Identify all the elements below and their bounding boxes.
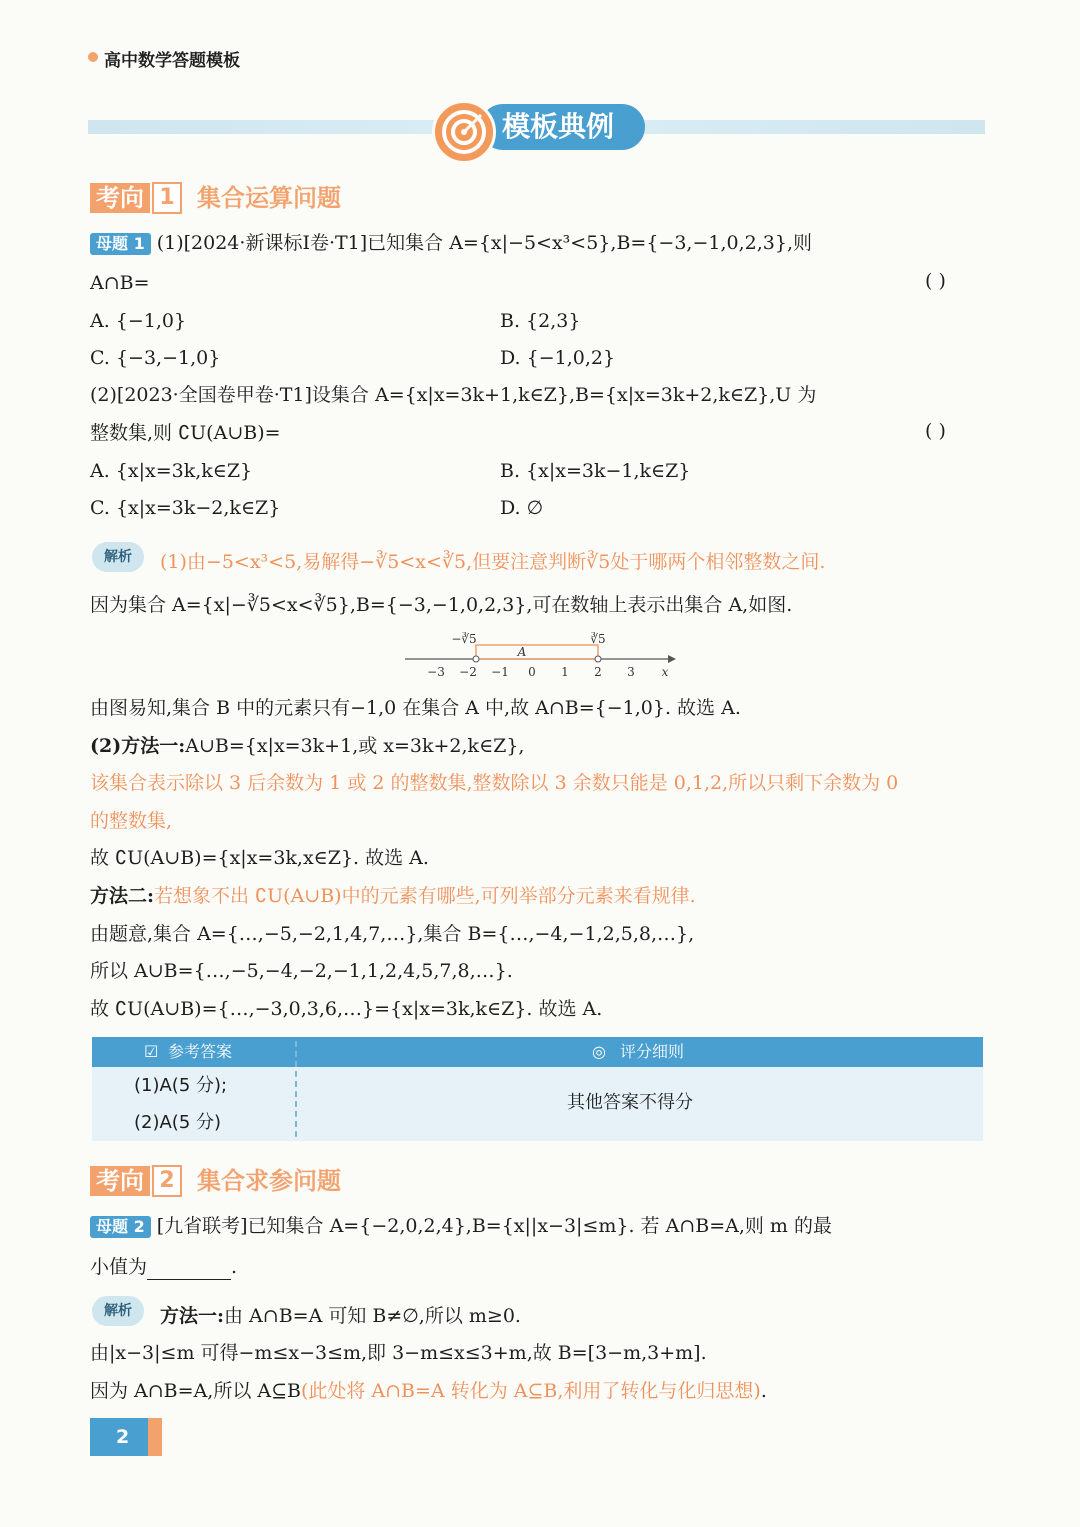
tick-label: 2 — [594, 665, 602, 679]
answer-table-divider — [295, 1041, 297, 1137]
answer-paren-1: ( ) — [925, 270, 946, 292]
problem2-line1: (2)[2023·全国卷甲卷·T1]设集合 A={x|x=3k+1,k∈Z},B={x|x=3k+2,k∈Z},U 为 — [90, 384, 817, 406]
section2-num: 2 — [152, 1165, 182, 1197]
answer-blank — [147, 1259, 231, 1280]
tick-label: −3 — [427, 665, 445, 679]
axis-label: x — [661, 665, 669, 679]
problem3-line2: 小值为 . — [90, 1256, 238, 1278]
solution1-s8: 方法二:若想象不出 ∁U(A∪B)中的元素有哪些,可列举部分元素来看规律. — [90, 885, 696, 907]
solution1-s1: (1)由−5<x³<5,易解得−∛5<x<∛5,但要注意判断∛5处于哪两个相邻整数之间. — [160, 551, 826, 573]
solution1-badge: 解析 — [92, 542, 144, 572]
problem1-line1: 母题 1 (1)[2024·新课标Ⅰ卷·T1]已知集合 A={x|−5<x³<5},B={−3,−1,0,2,3},则 — [90, 230, 812, 256]
solution1-s9: 由题意,集合 A={…,−5,−2,1,4,7,…},集合 B={…,−4,−1,2,5,8,…}, — [90, 923, 695, 945]
p1-option-a: A. {−1,0} — [90, 310, 187, 332]
section1-box: 考向 — [90, 183, 150, 213]
p2-option-c: C. {x|x=3k−2,k∈Z} — [90, 497, 281, 519]
scoring-rule: 其他答案不得分 — [567, 1092, 693, 1113]
section1-title: 集合运算问题 — [197, 184, 341, 212]
tick-label: 0 — [528, 665, 536, 679]
answer-1: (1)A(5 分); — [134, 1075, 228, 1096]
tick-label: 3 — [627, 665, 635, 679]
problem2-line2: 整数集,则 ∁U(A∪B)= — [90, 422, 281, 444]
answer-paren-2: ( ) — [925, 420, 946, 442]
problem3-line1: 母题 2 [九省联考]已知集合 A={−2,0,2,4},B={x||x−3|≤m}. 若 A∩B=A,则 m 的最 — [90, 1213, 832, 1239]
answer-header-icon: ☑ — [144, 1042, 159, 1061]
number-line — [400, 632, 690, 682]
tick-label: −1 — [491, 665, 509, 679]
solution1-s3: 由图易知,集合 B 中的元素只有−1,0 在集合 A 中,故 A∩B={−1,0}. 故选 A. — [90, 697, 741, 719]
tick-label: −2 — [459, 665, 477, 679]
set-a-interval — [476, 645, 598, 659]
section1-num: 1 — [152, 182, 182, 214]
answer-table — [92, 1037, 983, 1141]
p2-option-b: B. {x|x=3k−1,k∈Z} — [500, 460, 691, 482]
section2-box: 考向 — [90, 1166, 150, 1196]
number-line-arrow — [668, 655, 676, 663]
problem1-tag: 母题 1 — [90, 233, 151, 255]
p1-option-d: D. {−1,0,2} — [500, 347, 616, 369]
solution1-s6: 的整数集, — [90, 810, 173, 832]
solution1-s5: 该集合表示除以 3 后余数为 1 或 2 的整数集,整数除以 3 余数只能是 0,1,2,所以只剩下余数为 0 — [90, 772, 899, 794]
solution2-badge: 解析 — [92, 1296, 144, 1326]
solution1-s4: (2)方法一:A∪B={x|x=3k+1,或 x=3k+2,k∈Z}, — [90, 735, 525, 757]
right-endpoint-label: ∛5 — [590, 632, 606, 646]
set-label: A — [517, 645, 527, 659]
p2-option-a: A. {x|x=3k,k∈Z} — [90, 460, 253, 482]
answer-2: (2)A(5 分) — [134, 1112, 222, 1133]
p1-option-b: B. {2,3} — [500, 310, 581, 332]
solution1-s11: 故 ∁U(A∪B)={…,−3,0,3,6,…}={x|x=3k,k∈Z}. 故选 A. — [90, 998, 603, 1020]
target-icon — [432, 100, 496, 164]
answer-header: 参考答案 — [168, 1042, 233, 1061]
p1-option-c: C. {−3,−1,0} — [90, 347, 221, 369]
open-endpoint-left — [473, 656, 479, 662]
solution2-s2: 由|x−3|≤m 可得−m≤x−3≤m,即 3−m≤x≤3+m,故 B=[3−m,3+m]. — [90, 1342, 707, 1364]
problem2-tag: 母题 2 — [90, 1216, 151, 1238]
page-number-flag — [148, 1418, 162, 1456]
scoring-header: 评分细则 — [620, 1042, 685, 1061]
tick-label: 1 — [561, 665, 569, 679]
problem1-line2: A∩B= — [90, 272, 150, 294]
left-endpoint-label: −∛5 — [451, 632, 477, 646]
book-title: 高中数学答题模板 — [104, 51, 240, 71]
section2-title: 集合求参问题 — [197, 1167, 341, 1195]
page-number: 2 — [90, 1418, 152, 1456]
open-endpoint-right — [595, 656, 601, 662]
solution1-s2: 因为集合 A={x|−∛5<x<∛5},B={−3,−1,0,2,3},可在数轴上表示出集合 A,如图. — [90, 594, 793, 616]
solution2-s1: 方法一:由 A∩B=A 可知 B≠∅,所以 m≥0. — [160, 1305, 521, 1327]
solution1-s10: 所以 A∪B={…,−5,−4,−2,−1,1,2,4,5,7,8,…}. — [90, 960, 513, 982]
p2-option-d: D. ∅ — [500, 497, 544, 519]
scoring-header-icon: ◎ — [592, 1042, 606, 1061]
solution2-s3: 因为 A∩B=A,所以 A⊆B(此处将 A∩B=A 转化为 A⊆B,利用了转化与化归思想). — [90, 1380, 767, 1402]
banner-title: 模板典例 — [480, 104, 645, 150]
solution1-s7: 故 ∁U(A∪B)={x|x=3k,x∈Z}. 故选 A. — [90, 847, 429, 869]
